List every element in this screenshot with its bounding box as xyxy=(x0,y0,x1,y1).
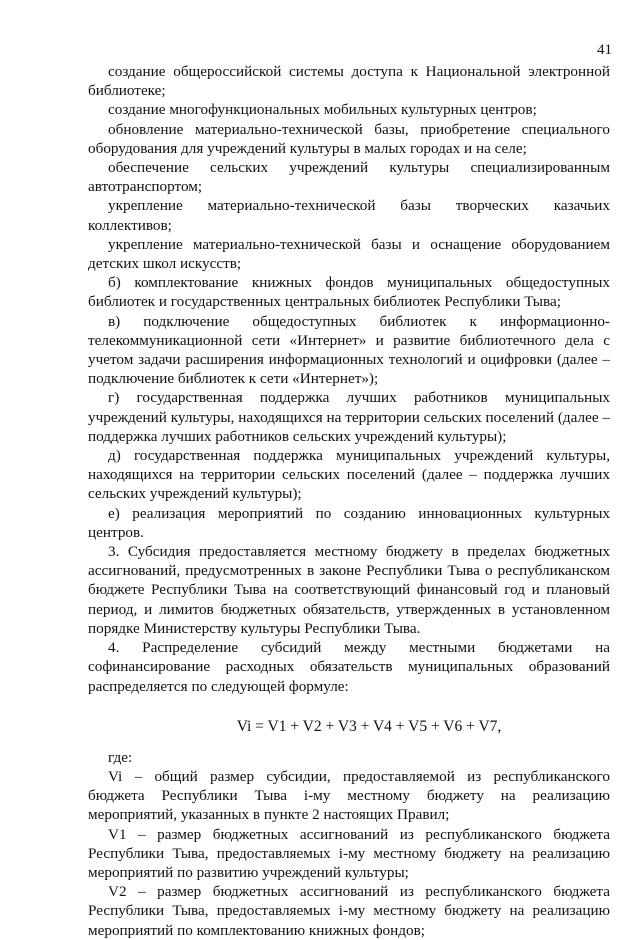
paragraph: укрепление материально-технической базы и оснащение оборудованием детских школ искусств; xyxy=(88,235,610,273)
page-number: 41 xyxy=(597,42,612,58)
paragraph: создание многофункциональных мобильных культурных центров; xyxy=(108,101,537,119)
definition: V2 – размер бюджетных ассигнований из республиканского бюджета Республики Тыва, предоставляемых i-му местному бюджету на реализацию мероприятий по комплектованию книжных фондов; xyxy=(88,883,610,939)
paragraph: обновление материально-технической базы, приобретение специального оборудования для учреждений культуры в малых городах и на селе; xyxy=(88,120,610,157)
paragraph: б) комплектование книжных фондов муниципальных общедоступных библиотек и государственных центральных библиотек Республики Тыва; xyxy=(88,274,610,311)
paragraph: 3. Субсидия предоставляется местному бюджету в пределах бюджетных ассигнований, предусмотренных в законе Республики Тыва о республиканском бюджете Республики Тыва на соответствующий финансовый год и плановый период, и лимитов бюджетных обязательств, утвержденных в установленном порядке Министерству культуры Республики Тыва. xyxy=(88,543,610,637)
paragraph: обеспечение сельских учреждений культуры специализированным автотранспортом; xyxy=(88,159,610,196)
paragraph: создание общероссийской системы доступа к Национальной электронной библиотеке; xyxy=(88,63,610,100)
paragraph: 4. Распределение субсидий между местными бюджетами на софинансирование расходных обязательств муниципальных образований распределяется по следующей формуле: xyxy=(88,639,610,695)
paragraph: укрепление материально-технической базы творческих казачьих коллективов; xyxy=(88,197,610,234)
paragraph: в) подключение общедоступных библиотек к информационно-телекоммуникационной сети «Интернет» и развитие библиотечного дела с учетом задачи расширения информационных технологий и оцифровки (далее – подключение библиотек к сети «Интернет»); xyxy=(88,312,610,388)
paragraph: д) государственная поддержка муниципальных учреждений культуры, находящихся на территории сельских поселений (далее – поддержка лучших сельских учреждений культуры); xyxy=(88,447,610,503)
paragraph: е) реализация мероприятий по созданию инновационных культурных центров. xyxy=(88,504,610,541)
definition: V1 – размер бюджетных ассигнований из республиканского бюджета Республики Тыва, предоставляемых i-му местному бюджету на реализацию мероприятий по развитию учреждений культуры; xyxy=(88,825,610,881)
definition: Vi – общий размер субсидии, предоставляемой из республиканского бюджета Республики Тыва i-му местному бюджету на реализацию мероприятий, указанных в пункте 2 настоящих Правил; xyxy=(88,767,610,824)
formula: Vi = V1 + V2 + V3 + V4 + V5 + V6 + V7, xyxy=(236,717,502,735)
where-label: где: xyxy=(108,748,133,766)
document-body xyxy=(88,62,610,940)
paragraph: г) государственная поддержка лучших работников муниципальных учреждений культуры, находящихся на территории сельских поселений (далее – поддержка лучших работников сельских учреждений культуры); xyxy=(88,389,610,445)
